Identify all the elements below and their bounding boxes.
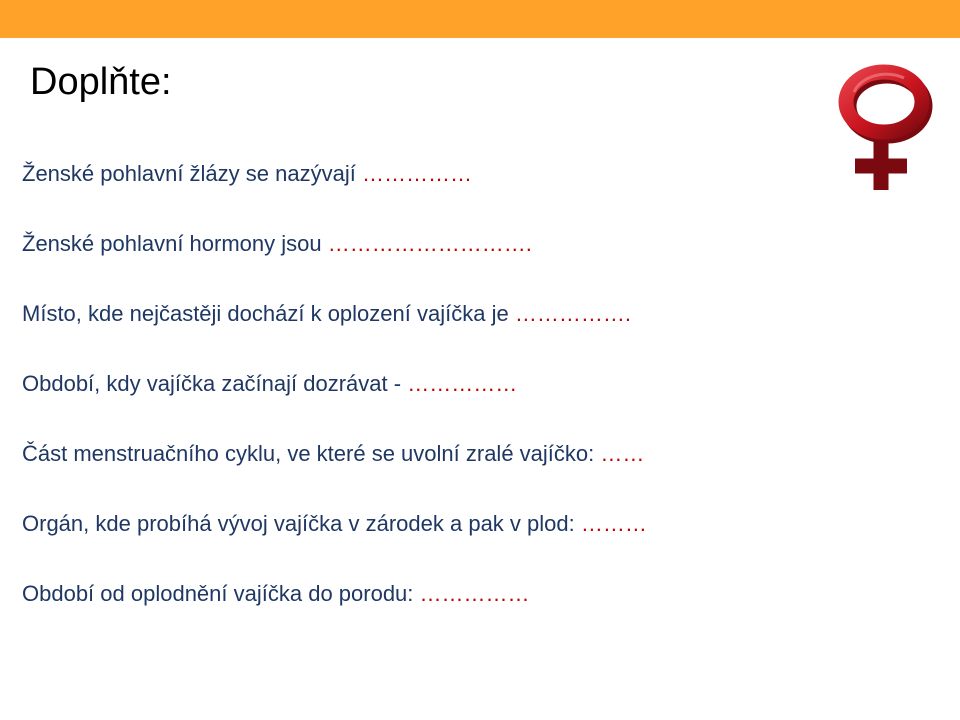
question-text: Místo, kde nejčastěji dochází k oplození vajíčka je <box>22 301 515 326</box>
top-accent-bar <box>0 0 960 38</box>
answer-blank: ………………………. <box>327 231 532 256</box>
answer-blank: …………… <box>407 371 518 396</box>
question-text: Období od oplodnění vajíčka do porodu: <box>22 581 420 606</box>
question-item <box>22 360 942 430</box>
question-item <box>22 500 942 570</box>
answer-blank: …… <box>600 441 645 466</box>
slide-title: Doplňte: <box>30 61 172 103</box>
question-text: Orgán, kde probíhá vývoj vajíčka v zárodek a pak v plod: <box>22 511 581 536</box>
question-item <box>22 570 942 640</box>
question-text: Období, kdy vajíčka začínají dozrávat - <box>22 371 408 396</box>
question-item <box>22 290 942 360</box>
question-item <box>22 430 942 500</box>
answer-blank: …………… <box>419 581 530 606</box>
question-item <box>22 150 942 220</box>
question-text: Část menstruačního cyklu, ve které se uvolní zralé vajíčko: <box>22 441 601 466</box>
question-text: Ženské pohlavní hormony jsou <box>22 231 328 256</box>
answer-blank: ……………. <box>514 301 631 326</box>
answer-blank: ……… <box>580 511 647 536</box>
answer-blank: …………… <box>361 161 472 186</box>
question-item <box>22 220 942 290</box>
question-text: Ženské pohlavní žlázy se nazývají <box>22 161 362 186</box>
question-list <box>22 150 942 640</box>
